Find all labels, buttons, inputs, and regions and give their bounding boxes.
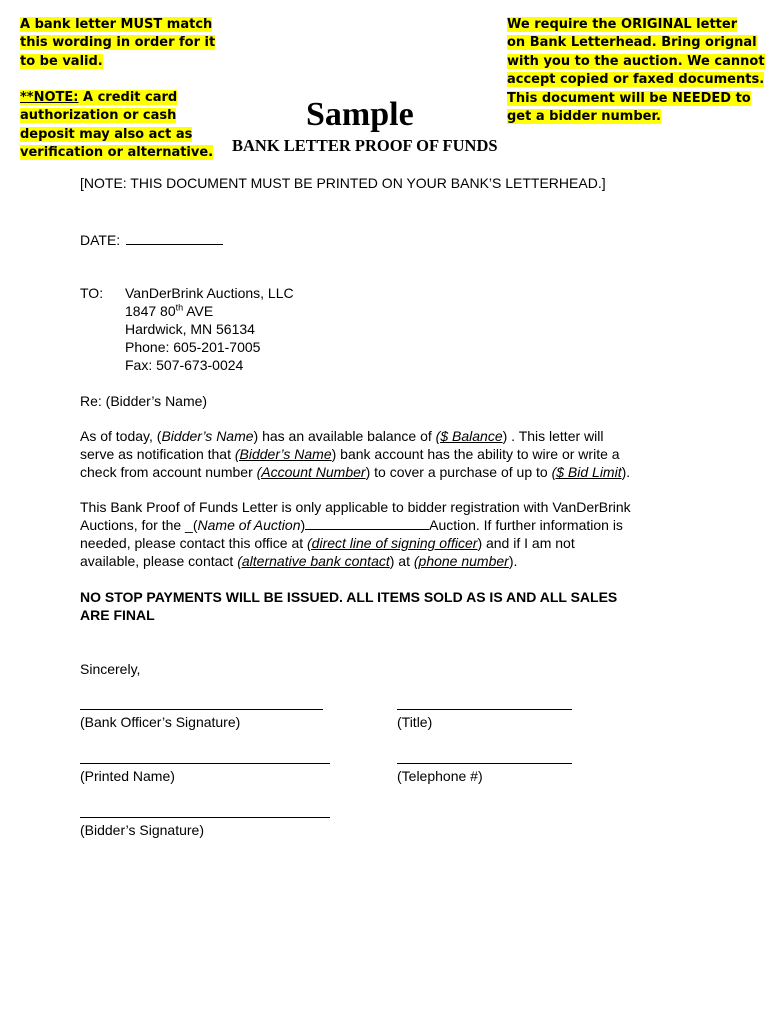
- text-run: Auction. If further information is: [429, 517, 623, 533]
- title-line: [397, 709, 572, 710]
- re-line: Re: (Bidder’s Name): [80, 393, 208, 409]
- alternative-note-line: verification or alternative.: [20, 145, 214, 161]
- street-number: 1847 80: [125, 303, 176, 319]
- original-letter-note-line: We require the ORIGINAL letter: [507, 17, 738, 32]
- street-ordinal: th: [175, 302, 184, 313]
- applicability-paragraph-line: This Bank Proof of Funds Letter is only applicable to bidder registration with VanDerBrink: [80, 499, 631, 515]
- street-suffix: AVE: [183, 303, 214, 319]
- recipient-fax: Fax: 507-673-0024: [125, 357, 244, 373]
- telephone-label: (Telephone #): [397, 768, 483, 784]
- closing: Sincerely,: [80, 661, 141, 677]
- text-run: check from account number: [80, 464, 257, 480]
- printed-name-label: (Printed Name): [80, 768, 175, 784]
- to-label: TO:: [80, 285, 104, 301]
- recipient-company: VanDerBrink Auctions, LLC: [125, 285, 294, 301]
- text-run: ) and if I am not: [477, 535, 575, 551]
- text-run: needed, please contact this office at: [80, 535, 308, 551]
- alternative-contact-placeholder: (alternative bank contact: [237, 553, 390, 569]
- bidder-name-placeholder: (Bidder’s Name: [234, 446, 332, 462]
- auction-blank: [305, 516, 429, 530]
- balance-paragraph-line: [80, 463, 630, 481]
- validity-note-line: to be valid.: [20, 53, 103, 69]
- bank-officer-signature-line: [80, 709, 323, 710]
- text-run: ) at: [389, 553, 414, 569]
- bidder-signature-label: (Bidder’s Signature): [80, 822, 204, 838]
- balance-paragraph-line: [80, 445, 620, 463]
- alternative-note-line: A credit card: [78, 90, 178, 105]
- alternative-note-label: **NOTE:: [20, 90, 79, 105]
- original-letter-note-line: with you to the auction. We cannot: [507, 53, 765, 69]
- warning-line: NO STOP PAYMENTS WILL BE ISSUED. ALL ITEMS SOLD AS IS AND ALL SALES: [80, 589, 618, 605]
- bidder-signature-line: [80, 817, 330, 818]
- text-run: As of today, (: [80, 428, 162, 444]
- bank-officer-signature-label: (Bank Officer’s Signature): [80, 714, 241, 730]
- alternative-note: [20, 89, 213, 163]
- date-label: DATE:: [80, 232, 121, 248]
- text-run: available, please contact: [80, 553, 238, 569]
- officer-line-placeholder: (direct line of signing officer: [307, 535, 478, 551]
- text-run: serve as notification that: [80, 446, 235, 462]
- text-run: ).: [621, 464, 631, 480]
- original-letter-note-line: This document will be NEEDED to: [507, 90, 751, 106]
- bidder-name-placeholder: Bidder’s Name: [161, 428, 254, 444]
- recipient-city: Hardwick, MN 56134: [125, 321, 255, 337]
- validity-note-line: A bank letter MUST match: [20, 17, 213, 32]
- auction-name-placeholder: Name of Auction: [197, 517, 301, 533]
- title-label: (Title): [397, 714, 433, 730]
- text-run: ) to cover a purchase of up to: [365, 464, 552, 480]
- balance-paragraph-line: [80, 427, 603, 445]
- text-run: ) . This letter will: [502, 428, 604, 444]
- phone-number-placeholder: (phone number: [413, 553, 509, 569]
- bid-limit-placeholder: ($ Bid Limit: [551, 464, 622, 480]
- printed-name-line: [80, 763, 330, 764]
- document-title: BANK LETTER PROOF OF FUNDS: [232, 136, 498, 155]
- alternative-note-line: deposit may also act as: [20, 126, 193, 142]
- original-letter-note: [507, 16, 765, 126]
- text-run: ): [300, 517, 306, 533]
- letterhead-note: [NOTE: THIS DOCUMENT MUST BE PRINTED ON YOUR BANK’S LETTERHEAD.]: [80, 175, 606, 191]
- text-run: ).: [508, 553, 518, 569]
- balance-placeholder: ($ Balance: [435, 428, 503, 444]
- applicability-paragraph-line: [80, 534, 575, 552]
- applicability-paragraph-line: [80, 552, 517, 570]
- text-run: ) has an available balance of: [253, 428, 436, 444]
- date-blank: [126, 231, 223, 245]
- original-letter-note-line: on Bank Letterhead. Bring orignal: [507, 35, 757, 51]
- original-letter-note-line: accept copied or faxed documents.: [507, 72, 765, 88]
- telephone-line: [397, 763, 572, 764]
- validity-note-line: this wording in order for it: [20, 35, 216, 51]
- recipient-phone: Phone: 605-201-7005: [125, 339, 261, 355]
- date-field: [80, 231, 223, 249]
- applicability-paragraph-line: [80, 516, 623, 534]
- text-run: Auctions, for the _(: [80, 517, 198, 533]
- validity-note: [20, 16, 215, 71]
- text-run: ) bank account has the ability to wire or write a: [331, 446, 620, 462]
- warning-line: ARE FINAL: [80, 607, 155, 623]
- sample-heading: Sample: [306, 96, 414, 133]
- account-number-placeholder: (Account Number: [256, 464, 366, 480]
- recipient-street: [125, 302, 213, 320]
- alternative-note-line: authorization or cash: [20, 108, 177, 124]
- original-letter-note-line: get a bidder number.: [507, 109, 661, 125]
